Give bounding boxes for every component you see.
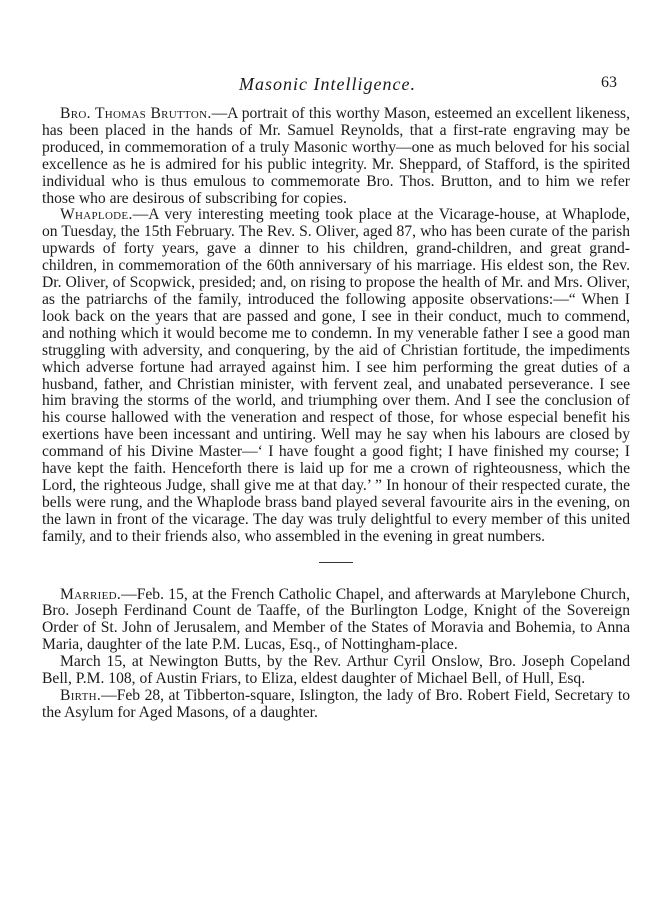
paragraph-text: —A very interesting meeting took place at the Vicarage-house, at Whaplode, on Tuesday, the 15th February. The Rev. S. Oliver, aged 87, who has been curate of the parish upwards of forty years, gave a dinner to his children, grand-children, and great grand-children, in commemoration of the 60th anniversary of his marriage. His eldest son, the Rev. Dr. Oliver, of Scopwick, presided; and, on rising to propose the health of Mr. and Mrs. Oliver, as the patriarchs of the family, introduced the following apposite observations:—“ When I look back on the years that are passed and gone, I see in their conduct, much to commend, and nothing which it would become me to condemn. In my venerable father I see a good man struggling with adversity, and conquering, by the aid of Christian fortitude, the impediments which adverse fortune had arrayed against him. I see him performing the great duties of a husband, father, and Christian minister, with fervent zeal, and unabated perseverance. I see him braving the storms of the world, and triumphing over them. And I see the conclusion of his course hallowed with the veneration and respect of those, for whose especial benefit his exertions have been incessant and untiring. Well may he say when his labours are closed by command of his Divine Master—‘ I have fought a good fight; I have finished my course; I have kept the faith. Henceforth there is laid up for me a crown of righteousness, which the Lord, the righteous Judge, shall give me at that day.’ ” In honour of their respected curate, the bells were rung, and the Whaplode brass band played several favourite airs in the evening, on the lawn in front of the vicarage. The day was truly delightful to every member of this united family, and to their friends also, who assembled in the evening in great numbers. (42, 206, 630, 545)
paragraph-whaplode (42, 207, 630, 545)
paragraph-text: March 15, at Newington Butts, by the Rev. Arthur Cyril Onslow, Bro. Joseph Copeland Bell, P.M. 108, of Austin Friars, to Eliza, eldest daughter of Michael Bell, of Hull, Esq. (42, 653, 630, 688)
paragraph-march-wedding (42, 654, 630, 688)
paragraph-text: —Feb. 15, at the French Catholic Chapel, and afterwards at Marylebone Church, Bro. Joseph Ferdinand Count de Taaffe, of the Burlington Lodge, Knight of the Sovereign Order of St. John of Jerusalem, and Member of the States of Moravia and Bohemia, to Anna Maria, daughter of the late P.M. Lucas, Esq., of Nottingham-place. (42, 585, 630, 654)
paragraph-text: —A portrait of this worthy Mason, esteemed an excellent likeness, has been placed in the hands of Mr. Samuel Reynolds, that a first-rate engraving may be produced, in commemoration of a truly Masonic worthy—one as much beloved for his social excellence as he is admired for his public integrity. Mr. Sheppard, of Stafford, is the spirited individual who is thus emulous to commemorate Bro. Thos. Brutton, and to him we refer those who are desirous of subscribing for copies. (42, 105, 630, 207)
paragraph-lead: Birth. (60, 687, 102, 704)
paragraph-married (42, 587, 630, 655)
running-title: Masonic Intelligence. (239, 74, 416, 94)
paragraph-text: —Feb 28, at Tibberton-square, Islington, the lady of Bro. Robert Field, Secretary to the Asylum for Aged Masons, of a daughter. (42, 687, 630, 721)
paragraph-brutton (42, 106, 630, 207)
section-divider (319, 562, 353, 563)
paragraph-lead: Bro. Thomas Brutton. (60, 105, 212, 122)
paragraph-lead: Married. (60, 585, 122, 603)
article-body (42, 106, 630, 722)
paragraph-birth (42, 688, 630, 722)
page-number: 63 (601, 74, 617, 91)
page-header (0, 74, 655, 96)
paragraph-lead: Whaplode. (60, 206, 133, 224)
